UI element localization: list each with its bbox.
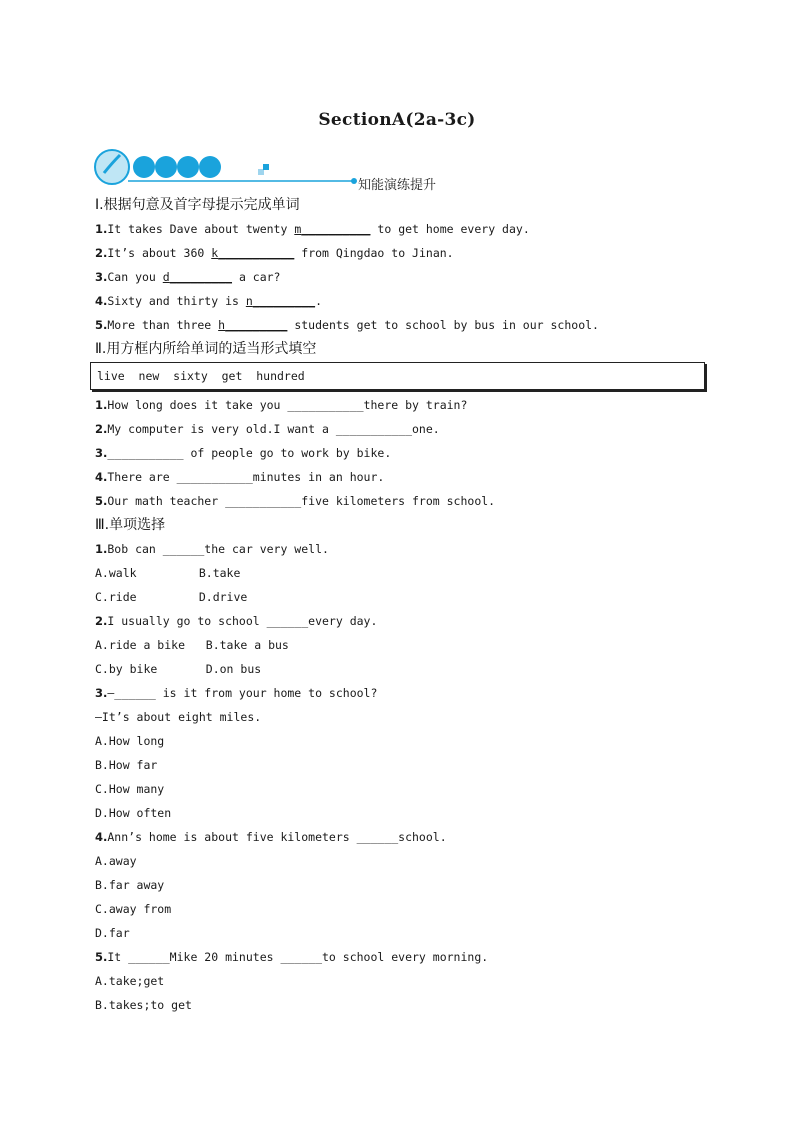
s3-line: 1.Bob can ______the car very well. <box>95 542 329 556</box>
s3-line: C.ride D.drive <box>95 590 248 604</box>
s3-line: A.away <box>95 854 137 868</box>
s3-line: A.take;get <box>95 974 165 988</box>
s3-line: A.ride a bike B.take a bus <box>95 638 289 652</box>
s3-line: B.How far <box>95 758 158 772</box>
s1-item-1: 1.It takes Dave about twenty m__________ to get home every day. <box>95 222 530 236</box>
s2-item-4: 4.There are ___________minutes in an hour. <box>95 470 385 484</box>
s1-item-5: 5.More than three h_________ students get to school by bus in our school. <box>95 318 599 332</box>
s3-line: C.by bike D.on bus <box>95 662 262 676</box>
s3-line: C.How many <box>95 782 165 796</box>
s2-item-1: 1.How long does it take you ___________there by train? <box>95 398 468 412</box>
s2-item-2: 2.My computer is very old.I want a ___________one. <box>95 422 440 436</box>
s3-line: A.How long <box>95 734 165 748</box>
s3-line: A.walk B.take <box>95 566 241 580</box>
s3-line: 3.—______ is it from your home to school? <box>95 686 378 700</box>
s1-item-4: 4.Sixty and thirty is n_________. <box>95 294 323 308</box>
section2-heading: Ⅱ.用方框内所给单词的适当形式填空 <box>95 341 317 357</box>
page-title: SectionA(2a-3c) <box>318 110 476 130</box>
s1-item-3: 3.Can you d_________ a car? <box>95 270 281 284</box>
s3-line: D.far <box>95 926 130 940</box>
s3-line: —It’s about eight miles. <box>95 710 262 724</box>
word-box-text: live new sixty get hundred <box>97 369 305 383</box>
s2-item-3: 3.___________ of people go to work by bike. <box>95 446 392 460</box>
section1-heading: Ⅰ.根据句意及首字母提示完成单词 <box>95 197 300 213</box>
s2-item-5: 5.Our math teacher ___________five kilometers from school. <box>95 494 496 508</box>
s3-line: B.takes;to get <box>95 998 192 1012</box>
s3-line: B.far away <box>95 878 165 892</box>
banner-label: 知能演练提升 <box>358 178 437 193</box>
section-banner <box>92 143 452 191</box>
s1-item-2: 2.It’s about 360 k___________ from Qingdao to Jinan. <box>95 246 454 260</box>
s3-line: D.How often <box>95 806 172 820</box>
s3-line: 4.Ann’s home is about five kilometers ______school. <box>95 830 447 844</box>
s3-line: 2.I usually go to school ______every day. <box>95 614 378 628</box>
s3-line: C.away from <box>95 902 172 916</box>
section3-heading: Ⅲ.单项选择 <box>95 517 166 533</box>
word-box <box>90 362 705 390</box>
s3-line: 5.It ______Mike 20 minutes ______to school every morning. <box>95 950 489 964</box>
